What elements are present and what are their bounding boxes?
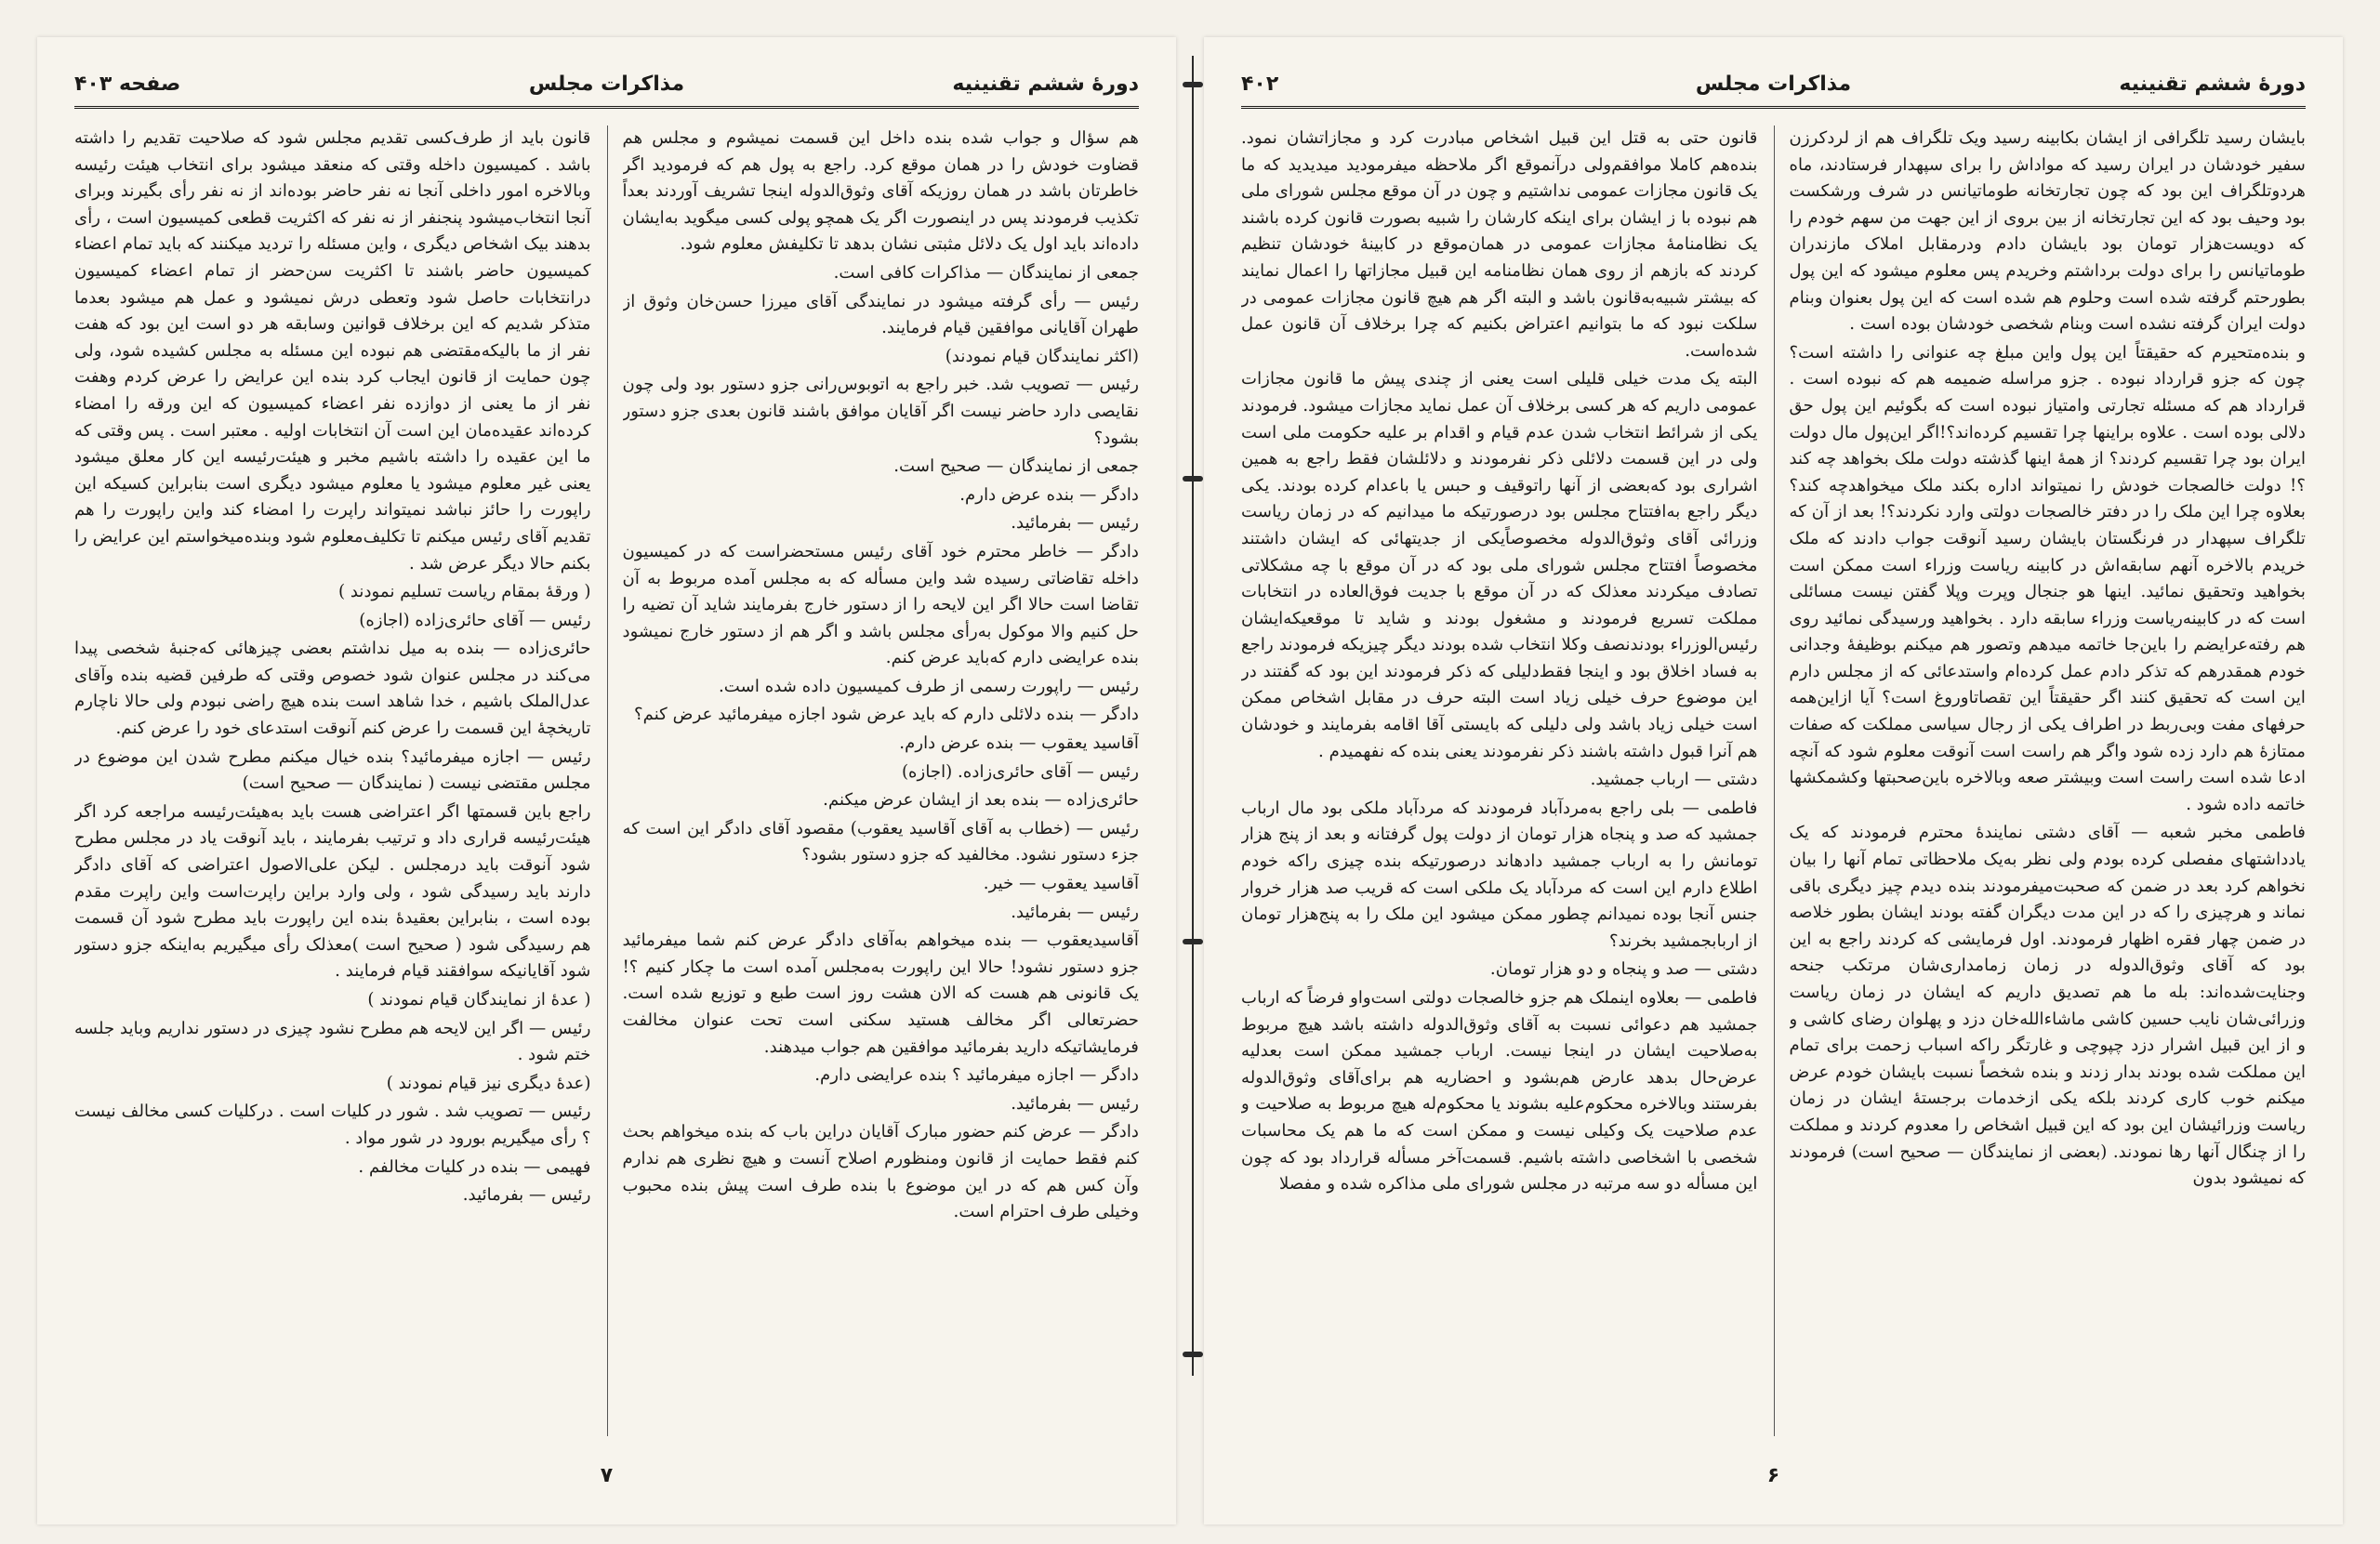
paragraph: فاطمی مخبر شعبه — آقای دشتی نمایندهٔ محترم فرمودند که یک یادداشتهای مفصلی کرده بودم ولی نظر به‌یک ملاحظاتی تمام آنها را بیان نخواهم کرد بعد در ضمن که صحبت‌میفرمودند بنده دیدم چیز دیگری باقی نماند و هرچیزی را که در این مدت دیگران گفته بودند ایشان بطور خلاصه در ضمن چهار فقره اظهار فرمودند. اول فرمایشی که کردند راجع به این بود که آقای وثوق‌الدوله در زمان زمامداری‌شان مرتکب جنحه وجنایت‌شده‌اند: بله ما هم تصدیق داریم که ایشان در زمان ریاست وزرائی‌شان نایب حسین کاشی ماشاءالله‌خان دزد و پهلوان رضای کاشی و و از این قبیل اشرار دزد چپوچی و غارتگر راکه اسباب زحمت برای تمام این مملکت شده بودند بدار زدند و بنده شخصاً نسبت بایشان خودم عرض میکنم خوب کاری کردند بلکه یکی ازخدمات برجستهٔ ایشان در زمان ریاست وزرائیشان این بود که این قبیل اشخاص را معدوم کردند و مملکت را از چنگال آنها رها نمودند. (بعضی از نمایندگان — صحیح است) فرمودند که نمیشود بدون xyxy=(1789,823,2306,1189)
paragraph: رئیس — رأی گرفته میشود در نمایندگی آقای میرزا حسن‌خان وثوق از طهران آقایانی موافقین قیام فرمایند. xyxy=(622,291,1139,338)
spine-mark xyxy=(1183,476,1203,482)
paragraph: قانون باید از طرف‌کسی تقدیم مجلس شود که صلاحیت تقدیم را داشته باشد . کمیسیون داخله وقتی که منعقد میشود برای انتخاب هیئت رئیسه وبالاخره امور داخلی آنجا نه نفر حاضر بوده‌اند از نه نفر رأی بگیرند وبرای آنجا انتخاب‌میشود پنجنفر از نه نفر که اکثریت قطعی کمیسیون است ، رأی بدهند بیک اشخاص دیگری ، واین مسئله را تردید میکنند که باید تمام اعضاء کمیسیون حاضر باشند تا اکثریت سن‌حضر از تمام اعضاء کمیسیون درانتخابات حاصل شود وتعطی درش نمیشود و عمل هم میشود بعدما متذکر شدیم که این برخلاف قوانین وسابقه هر دو است این بود که هفت نفر از ما بالیکه‌مقتضی هم نبوده این مسئله به مجلس کشیده شود، ولی چون حمایت از قانون ایجاب کرد بنده این عرایض را عرض کردم وهفت نفر از ما یعنی از دوازده نفر اعضاء کمیسیون که این ورقه را امضاء کرده‌اند عقیده‌مان این است آن انتخابات اولیه . معتبر است . پس وقتی که ما این عقیده را داشته باشیم مخبر و هیئت‌رئیسه این کار معلق میشود یعنی غیر معلوم میشود یا معلوم میشود دیگری است بنابراین کسیکه این راپورت را حائز نباشد نمیتواند راپرت را امضاء کند واین راپورت را هم تقدیم آقای رئیس میکنم تا تکلیف‌معلوم شود وبنده‌میخواستم این عرایض را بکنم حالا دیگر عرض شد . xyxy=(74,128,591,574)
header-page-label: صفحه ۴۰۳ xyxy=(74,73,181,96)
header-title: مذاکرات مجلس xyxy=(1695,73,1852,96)
paragraph: دادگر — اجازه میفرمائید ؟ بنده عرایضی دارم. xyxy=(814,1065,1139,1086)
paragraph: رئیس — (خطاب به آقای آقاسید یعقوب) مقصود آقای دادگر این است که جزء دستور نشود. مخالفید که جزو دستور بشود؟ xyxy=(622,818,1139,865)
paragraph: جمعی از نمایندگان — صحیح است. xyxy=(893,456,1139,477)
binding-spine xyxy=(1192,56,1194,1376)
paragraph: فهیمی — بنده در کلیات مخالفم . xyxy=(358,1156,591,1177)
paragraph: دادگر — بنده دلائلی دارم که باید عرض شود اجازه میفرمائید عرض کنم؟ xyxy=(633,705,1139,725)
paragraph: آقاسید یعقوب — بنده عرض دارم. xyxy=(899,733,1139,754)
paragraph: (عدهٔ دیگری نیز قیام نمودند ) xyxy=(386,1073,591,1093)
header-title: مذاکرات مجلس xyxy=(528,73,685,96)
spine-mark xyxy=(1183,939,1203,944)
header-session: دورهٔ ششم تقنینیه xyxy=(952,73,1139,96)
paragraph: رئیس — اجازه میفرمائید؟ بنده خیال میکنم مطرح شدن این موضوع در مجلس مقتضی نیست ( نمایندگان — صحیح است) xyxy=(74,746,591,794)
paragraph: هم سؤال و جواب شده بنده داخل این قسمت نمیشوم و مجلس هم قضاوت خودش را در همان موقع کرد. راجع به پول هم که فرمودید اگر خاطرتان باشد در همان روزیکه آقای وثوق‌الدوله اینجا تشریف آوردند بعداً تکذیب فرمودند پس در اینصورت اگر یک همچو پولی کسی میگوید به‌ایشان داده‌اند باید اول یک دلائل مثبتی نشان بدهد تا تکلیفش معلوم شود. xyxy=(622,128,1139,255)
paragraph: راجع باین قسمتها اگر اعتراضی هست باید به‌هیئت‌رئیسه مراجعه کرد اگر هیئت‌رئیسه قراری داد و ترتیب بفرمایند ، باید آنوقت یاد در مجلس مطرح شود آنوقت باید درمجلس . لیکن علی‌الاصول اعتراضی که آقای دادگر دارند باید رسیدگی شود ، ولی وارد براین راپرت‌است واین راپرت مقدم بوده است ، بنابراین بعقیدهٔ بنده این راپورت باید مطرح شود آن قسمت هم رسیدگی شود ( صحیح است )معذلک رأی میگیریم به‌اینکه جزو دستور شود آقایانیکه سوافقند قیام فرمایند . xyxy=(74,801,591,982)
right-page xyxy=(1204,37,2343,1524)
paragraph: جمعی از نمایندگان — مذاکرات کافی است. xyxy=(833,262,1139,283)
paragraph: ( عدهٔ از نمایندگان قیام نمودند ) xyxy=(367,990,591,1010)
page-number: ۶ xyxy=(1766,1464,1780,1487)
header-session: دورهٔ ششم تقنینیه xyxy=(2119,73,2306,96)
paragraph: فاطمی — بعلاوه اینملک هم جزو خالصجات دولتی است‌واو فرضاً که ارباب جمشید هم دعوائی نسبت به آقای وثوق‌الدوله داشته باشد هیچ مربوط به‌صلاحیت ایشان در اینجا نیست. ارباب جمشید ممکن است بعدلیه عرض‌حال بدهد عارض هم‌بشود و احضاریه هم برای‌آقای وثوق‌الدوله بفرستند وبالاخره محکوم‌علیه بشوند یا محکوم‌له هیچ مربوط به صلاحیت و عدم صلاحیت یک وکیلی نیست و ممکن است که ما هم یک محاسبات شخصی با اشخاصی داشته باشیم. قسمت‌آخر مسأله قرارداد بود که چون این مسأله دو سه مرتبه در مجلس شورای ملی مذاکره شده و مفصلا xyxy=(1241,988,1758,1194)
paragraph: قانون حتی به قتل این قبیل اشخاص مبادرت کرد و مجازاتشان نمود. بنده‌هم کاملا موافقم‌ولی درآنموقع اگر ملاحظه میفرمودید میدیدید که ما یک قانون مجازات عمومی نداشتیم و چون در آن موقع مجلس شورای ملی هم نبوده با ز ایشان برای اینکه کارشان را شبیه بصورت قانون کرده باشند یک نظامنامهٔ مجازات عمومی در همان‌موقع در کابینهٔ خودشان تنظیم کردند که بازهم از روی همان نظامنامه این قبیل مجازاتها را اعمال نمایند که بیشتر شبیه‌به‌قانون باشد و البته اگر هم هیچ قانون مجازات عمومی در سلکت نبود که ما بتوانیم اعتراض بکنیم که چرا برخلاف آن قانون عمل شده‌است. xyxy=(1241,128,1758,361)
paragraph: آقاسید یعقوب — خیر. xyxy=(983,874,1139,894)
page-number: ۷ xyxy=(600,1464,614,1487)
spine-mark xyxy=(1183,1352,1203,1357)
paragraph: (اکثر نمایندگان قیام نمودند) xyxy=(945,346,1139,366)
page-header xyxy=(1241,65,2306,109)
paragraph: آقاسیدیعقوب — بنده میخواهم به‌آقای دادگر عرض کنم شما میفرمائید جزو دستور نشود! حالا این راپورت به‌مجلس آمده است ما چکار کنیم ؟! یک قانونی هم هست که الان هشت روز است طبع و توزیع شده است. حضرتعالی اگر مخالف هستید سکنی است تحت عنوان مخالفت فرمایشاتیکه دارید بفرمائید موافقین هم جواب میدهند. xyxy=(622,930,1139,1057)
paragraph: رئیس — بفرمائید. xyxy=(1011,513,1139,534)
column-left xyxy=(1241,125,1758,1441)
column-right xyxy=(1790,125,2307,1441)
paragraph: رئیس — بفرمائید. xyxy=(1011,1093,1139,1114)
paragraph: دادگر — عرض کنم حضور مبارک آقایان دراین باب که بنده میخواهم بحث کنم فقط حمایت از قانون ومنظورم اصلاح آنست و هیچ نظری هم ندارم وآن کس هم که در این موضوع با بنده طرف است پیش بنده محبوب وخیلی طرف احترام است. xyxy=(622,1122,1139,1222)
page-header xyxy=(74,65,1139,109)
paragraph: رئیس — تصویب شد. خبر راجع به اتوبوس‌رانی جزو دستور بود ولی چون نقایصی دارد حاضر نیست اگر آقایان موافق باشند قانون بعدی جزو دستور بشود؟ xyxy=(622,375,1139,448)
paragraph: البته یک مدت خیلی قلیلی است یعنی از چندی پیش ما قانون مجازات عمومی داریم که هر کسی برخلاف آن عمل نماید مجازات میشود. فرمودند یکی از شرائط انتخاب شدن عدم قیام و اقدام بر علیه حکومت ملی است ولی در این قسمت دلائلی ذکر نفرمودند و دلائلشان فقط راجع به همین اشراری بود که‌بعضی از آنها راتوقیف و حبس یا باعدام کرده بودند. یکی دیگر راجع به‌افتتاح مجلس بود درصورتیکه ما میدانیم که در زمان ریاست وزرائی آقای وثوق‌الدوله مخصوصاًیکی از جدیتهائی که ایشان داشتند مخصوصاً افتتاح مجلس شورای ملی بود که در آن موقع با چه مشکلاتی تصادف میکردند معذلک که در آن موقع با جدیت فوق‌العاده در انتخابات مملکت تسریع فرمودند و مشغول بودند و شاید تا موقعیکه‌ایشان رئیس‌الوزراء بودند‌نصف وکلا انتخاب شده بودند دیگر چیزیکه فرمودند راجع به فساد اخلاق بود و اینجا فقط‌دلیلی که ذکر فرمودند این بود که گفتند در این موضوع حرف خیلی زیاد است البته حرف در مقابل اشخاص ممکن است خیلی زیاد باشد ولی دلیلی که بایستی آقا اقامه بفرمایند و خودشان هم آنرا قبول داشته باشند ذکر نفرمودند یعنی بنده که نفهمیدم . xyxy=(1241,369,1758,761)
paragraph: رئیس — راپورت رسمی از طرف کمیسیون داده شده است. xyxy=(719,676,1139,696)
paragraph: دشتی — صد و پنجاه و دو هزار تومان. xyxy=(1489,959,1758,980)
paragraph: رئیس — اگر این لایحه هم مطرح نشود چیزی در دستور نداریم وباید جلسه ختم شود . xyxy=(74,1018,591,1065)
column-divider xyxy=(607,125,608,1436)
paragraph: دشتی — ارباب جمشید. xyxy=(1590,770,1758,790)
paragraph: رئیس — آقای حائری‌زاده (اجازه) xyxy=(359,610,591,630)
paragraph: حائری‌زاده — بنده به‌ میل نداشتم بعضی چیزهائی که‌جنبهٔ شخصی پیدا می‌کند در مجلس عنوان شود خصوص وقتی که طرفین قضیه بنده وآقای عدل‌الملک باشیم ، خدا شاهد است بنده هیچ راضی نبودم ولی حالا ناچارم تاریخچهٔ این قسمت را عرض کنم آنوقت استدعای خود را عرض کنم. xyxy=(74,639,591,739)
paragraph: ( ورقهٔ بمقام ریاست تسلیم نمودند ) xyxy=(337,582,591,602)
paragraph: بایشان رسید تلگرافی از ایشان بکابینه رسید ویک تلگراف هم از لردکرزن سفیر خودشان در ایران رسید که مواداش را برای سپهدار فرستادند، ماه هردوتلگراف این بود که چون تجارتخانه طوماتیانس در شرف ورشکست بود وحیف بود که این تجارتخانه از بین بروی از این جهت من سهم خودم را که دویست‌هزار تومان بود بایشان دادم ودرمقابل املاک مازندران طوماتیانس را برای دولت برداشتم وخریدم پس معلوم میشود که این پول بطورحتم گرفته شده است وحلوم هم شده است که این پول بعنوان وبنام دولت ایران گرفته نشده است وبنام شخصی خودشان بوده است . xyxy=(1789,128,2306,335)
paragraph: رئیس — بفرمائید. xyxy=(1011,902,1139,922)
left-page xyxy=(37,37,1176,1524)
spine-mark xyxy=(1183,82,1203,87)
column-divider xyxy=(1774,125,1775,1436)
column-right xyxy=(623,125,1140,1441)
paragraph: دادگر — خاطر محترم خود آقای رئیس مستحضراست که در کمیسیون داخله تقاضاتی رسیده شد واین مسأله که به مجلس آمده مربوط به آن تقاضا است حالا اگر این لایحه را از دستور خارج بفرمایند شاید آن تضیه را حل کنیم والا موکول به‌رأی مجلس باشد و اگر هم از دستور خارج نمیشود بنده عرایضی دارم که‌باید عرض کنم. xyxy=(622,541,1139,668)
paragraph: رئیس — بفرمائید. xyxy=(462,1185,591,1206)
paragraph: رئیس — آقای حائری‌زاده. (اجازه) xyxy=(901,761,1139,782)
paragraph: و بنده‌متحیرم که حقیقتاً این پول واین مبلغ چه عنوانی را داشته است؟ چون که جزو قرارداد نبوده . جزو مراسله ضمیمه هم که نبوده است . قرارداد هم که مسئله تجارتی وامتیاز نبوده است که بگوئیم این پول حق دلالی بوده است . علاوه براینها چرا تقسیم کرده‌اند؟!اگر این‌پول مال دولت ایران بود چرا تقسیم کردند؟ از همهٔ اینها گذشته دولت ملک بخواهد چه کند ؟! دولت خالصجات خودش را نمیتواند اداره بکند ملک میخواهدچه کند؟ بعلاوه چرا این ملک را در دفتر خالصجات دولتی وارد نکردند؟! بعد از آن که تلگراف سپهدار در فرنگستان بایشان رسید آنوقت جواب دادند که ملک خریدم بالاخره آنهم سابقه‌اش در کابینه ریاست وزراء است ممکن است بخواهید وتحقیق نمائید. اینها هو جنجال وپرت وپلا گفتن نیست مسائلی است که در کابینه‌ریاست وزراء سابقه دارد . بخواهید ورسیدگی نمائید روی هم رفته‌عرایضم را باین‌جا خاتمه میدهم وتصور هم میکنم بوظیفهٔ وجدانی خودم همقدرهم که تذکر دادم عمل کرده‌ام واستدعائی که از مجلس دارم این است که تحقیق کنند اگر حقیقتاً این تقصاتاوروغ است؟ آیا ازاین‌همه حرفهای مفت وبی‌ربط در اطراف یکی از رجال سیاسی مملکت که صفات ممتازهٔ هم دارد زده شود واگر هم راست است آنوقت معلوم شود که آنچه ادعا شده است راست است وبیشتر صعه وبالاخره باین‌صحبتها وکشمکشها خاتمه داده شود . xyxy=(1789,342,2306,814)
column-left xyxy=(74,125,591,1441)
paragraph: حائری‌زاده — بنده بعد از ایشان عرض میکنم. xyxy=(823,790,1139,811)
paragraph: فاطمی — بلی راجع به‌مردآباد فرمودند که مردآباد ملکی بود مال ارباب جمشید که صد و پنجاه هزار تومان از دولت پول گرفتانه و بعد از پنج هزار تومانش را به ارباب جمشید دادهاند درصورتیکه بنده چیزی راکه خودم اطلاع دارم این است که مردآباد یک ملکی است که قریب صد هزار خروار جنس آنجا بوده نمیدانم چطور ممکن میشود این ملک را به پنج‌هزار تومان از اربابجمشید بخرند؟ xyxy=(1241,798,1758,951)
paragraph: دادگر — بنده عرض دارم. xyxy=(959,484,1139,505)
header-page-label: ۴۰۲ xyxy=(1241,73,1279,96)
paragraph: رئیس — تصویب شد . شور در کلیات است . درکلیات کسی مخالف نیست ؟ رأی میگیریم بورود در شور مواد . xyxy=(74,1102,591,1148)
